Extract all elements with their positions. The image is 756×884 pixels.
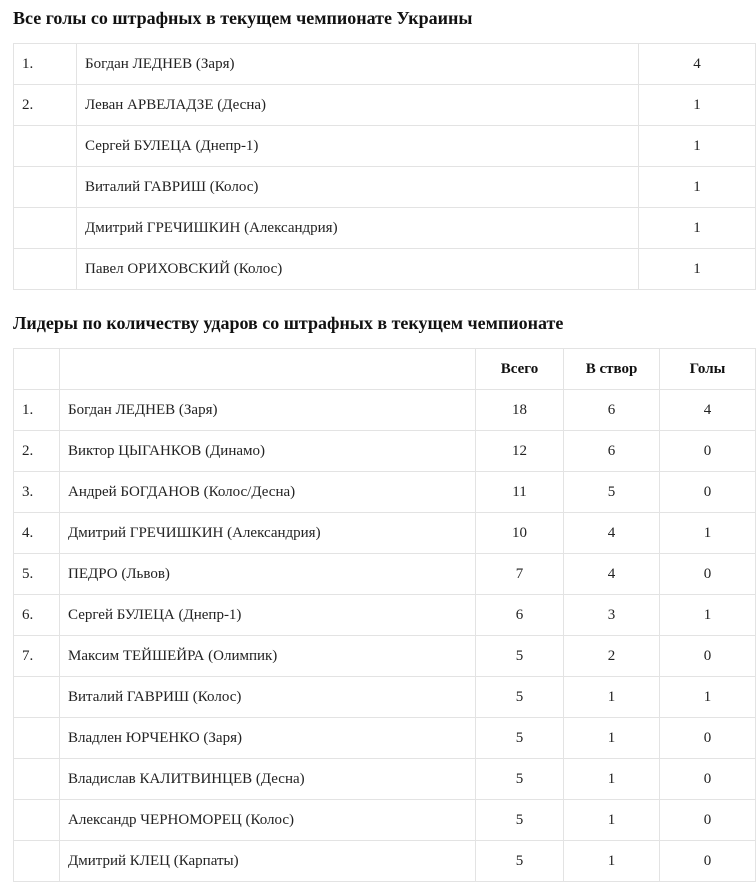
total-cell: 5: [476, 759, 564, 800]
table-row: [14, 126, 756, 167]
rank-cell: [14, 718, 60, 759]
header-on-target: В створ: [564, 349, 660, 390]
player-cell: Максим ТЕЙШЕЙРА (Олимпик): [60, 636, 476, 677]
on-target-cell: 1: [564, 841, 660, 882]
header-rank: [14, 349, 60, 390]
goals-cell: 0: [660, 718, 756, 759]
goals-cell: 1: [639, 126, 756, 167]
table-row: [14, 249, 756, 290]
player-cell: Владислав КАЛИТВИНЦЕВ (Десна): [60, 759, 476, 800]
table-row: [14, 431, 756, 472]
goals-table: [13, 43, 756, 290]
player-cell: Богдан ЛЕДНЕВ (Заря): [60, 390, 476, 431]
rank-cell: 1.: [14, 390, 60, 431]
table-row: [14, 390, 756, 431]
goals-cell: 0: [660, 636, 756, 677]
table-row: [14, 677, 756, 718]
goals-cell: 0: [660, 759, 756, 800]
player-cell: Дмитрий КЛЕЦ (Карпаты): [60, 841, 476, 882]
rank-cell: [14, 759, 60, 800]
header-player: [60, 349, 476, 390]
on-target-cell: 6: [564, 390, 660, 431]
shots-table-body: [14, 390, 756, 882]
rank-cell: 4.: [14, 513, 60, 554]
header-goals: Голы: [660, 349, 756, 390]
header-total: Всего: [476, 349, 564, 390]
rank-cell: 1.: [14, 44, 77, 85]
on-target-cell: 1: [564, 800, 660, 841]
on-target-cell: 1: [564, 677, 660, 718]
rank-cell: [14, 208, 77, 249]
goals-cell: 1: [660, 595, 756, 636]
on-target-cell: 6: [564, 431, 660, 472]
player-cell: Виктор ЦЫГАНКОВ (Динамо): [60, 431, 476, 472]
rank-cell: 2.: [14, 85, 77, 126]
table-row: [14, 85, 756, 126]
rank-cell: [14, 167, 77, 208]
on-target-cell: 2: [564, 636, 660, 677]
goals-cell: 4: [660, 390, 756, 431]
goals-cell: 0: [660, 841, 756, 882]
table-row: [14, 841, 756, 882]
rank-cell: 7.: [14, 636, 60, 677]
on-target-cell: 4: [564, 513, 660, 554]
total-cell: 5: [476, 800, 564, 841]
shots-table-title: Лидеры по количеству ударов со штрафных в текущем чемпионате: [13, 313, 564, 333]
rank-cell: [14, 249, 77, 290]
total-cell: 5: [476, 841, 564, 882]
shots-table-header-row: [14, 349, 756, 390]
goals-cell: 1: [660, 677, 756, 718]
on-target-cell: 3: [564, 595, 660, 636]
player-cell: Дмитрий ГРЕЧИШКИН (Александрия): [60, 513, 476, 554]
on-target-cell: 4: [564, 554, 660, 595]
goals-cell: 0: [660, 800, 756, 841]
goals-cell: 1: [639, 249, 756, 290]
total-cell: 6: [476, 595, 564, 636]
total-cell: 18: [476, 390, 564, 431]
rank-cell: [14, 841, 60, 882]
goals-cell: 1: [660, 513, 756, 554]
rank-cell: [14, 677, 60, 718]
goals-cell: 0: [660, 472, 756, 513]
total-cell: 7: [476, 554, 564, 595]
goals-cell: 1: [639, 208, 756, 249]
player-cell: ПЕДРО (Львов): [60, 554, 476, 595]
rank-cell: 5.: [14, 554, 60, 595]
goals-table-body: [14, 44, 756, 290]
table-row: [14, 167, 756, 208]
goals-cell: 4: [639, 44, 756, 85]
player-cell: Владлен ЮРЧЕНКО (Заря): [60, 718, 476, 759]
player-cell: Сергей БУЛЕЦА (Днепр-1): [77, 126, 639, 167]
player-cell: Виталий ГАВРИШ (Колос): [60, 677, 476, 718]
rank-cell: [14, 126, 77, 167]
table-row: [14, 595, 756, 636]
table-row: [14, 636, 756, 677]
total-cell: 12: [476, 431, 564, 472]
table-row: [14, 800, 756, 841]
table-row: [14, 472, 756, 513]
player-cell: Виталий ГАВРИШ (Колос): [77, 167, 639, 208]
rank-cell: 6.: [14, 595, 60, 636]
player-cell: Александр ЧЕРНОМОРЕЦ (Колос): [60, 800, 476, 841]
total-cell: 5: [476, 636, 564, 677]
on-target-cell: 1: [564, 759, 660, 800]
goals-cell: 0: [660, 431, 756, 472]
player-cell: Леван АРВЕЛАДЗЕ (Десна): [77, 85, 639, 126]
player-cell: Сергей БУЛЕЦА (Днепр-1): [60, 595, 476, 636]
player-cell: Павел ОРИХОВСКИЙ (Колос): [77, 249, 639, 290]
total-cell: 5: [476, 677, 564, 718]
player-cell: Богдан ЛЕДНЕВ (Заря): [77, 44, 639, 85]
player-cell: Дмитрий ГРЕЧИШКИН (Александрия): [77, 208, 639, 249]
total-cell: 5: [476, 718, 564, 759]
on-target-cell: 5: [564, 472, 660, 513]
table-row: [14, 554, 756, 595]
goals-cell: 1: [639, 85, 756, 126]
table-row: [14, 44, 756, 85]
table-row: [14, 718, 756, 759]
goals-table-title: Все голы со штрафных в текущем чемпионате Украины: [13, 8, 473, 28]
player-cell: Андрей БОГДАНОВ (Колос/Десна): [60, 472, 476, 513]
total-cell: 11: [476, 472, 564, 513]
goals-cell: 1: [639, 167, 756, 208]
rank-cell: [14, 800, 60, 841]
table-row: [14, 513, 756, 554]
rank-cell: 3.: [14, 472, 60, 513]
shots-table: [13, 348, 756, 882]
on-target-cell: 1: [564, 718, 660, 759]
table-row: [14, 759, 756, 800]
table-row: [14, 208, 756, 249]
total-cell: 10: [476, 513, 564, 554]
goals-cell: 0: [660, 554, 756, 595]
rank-cell: 2.: [14, 431, 60, 472]
